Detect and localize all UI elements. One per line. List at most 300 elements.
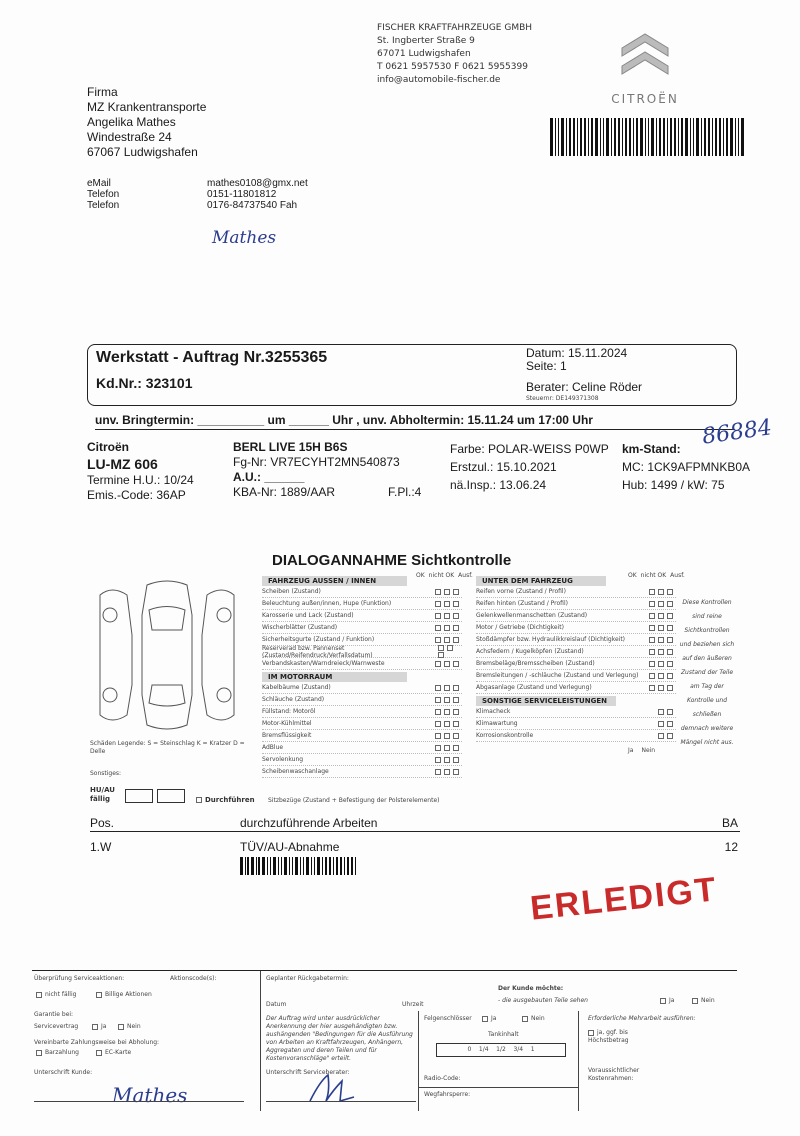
durchfuehren-label: Durchführen [205,796,255,804]
outside-checkbox[interactable] [435,661,441,667]
engine-checkbox[interactable] [453,709,459,715]
tax-number: Steuernr: DE149371308 [526,395,599,402]
engine-checkbox[interactable] [453,685,459,691]
vehicle-hu: Termine H.U.: 10/24 [87,473,194,487]
under-checkbox[interactable] [649,649,655,655]
barcode-bar [311,857,312,875]
under-item-checks [649,684,676,691]
engine-checkbox[interactable] [453,733,459,739]
service-item-checks [658,708,676,715]
barcode-bar [656,118,657,156]
other-label: Sonstiges: [90,770,122,777]
payment-label: Vereinbarte Zahlungsweise bei Abholung: [34,1039,160,1046]
under-checkbox[interactable] [658,649,664,655]
footer-divider-1 [260,971,261,1111]
barcode-bar [712,118,713,156]
barcode-bar [555,118,556,156]
ec-karte-option[interactable] [96,1049,131,1057]
hu-au-box-1[interactable] [125,789,153,803]
barcode-bar [300,857,301,875]
barcode-bar [723,118,724,156]
email-label: eMail [87,178,111,189]
dealer-phone: T 0621 5957530 F 0621 5955399 [377,62,528,72]
teile-nein-checkbox[interactable] [692,998,698,1004]
outside-checkbox[interactable] [453,625,459,631]
barcode-bar [588,118,589,156]
barcode-bar [256,857,257,875]
outside-item-label: Beleuchtung außen/innen, Hupe (Funktion) [262,600,392,607]
vehicle-next-insp: nä.Insp.: 13.06.24 [450,478,547,492]
barcode-bar [645,118,646,156]
citroen-chevron-icon [600,20,690,90]
durchfuehren-option[interactable] [196,796,255,805]
outside-item-label: Wischerblätter (Zustand) [262,624,338,631]
barcode-bar [584,118,587,156]
hu-au-box-2[interactable] [157,789,185,803]
barcode-bar [278,857,279,875]
erledigt-stamp: ERLEDIGT [528,870,720,928]
engine-checkbox[interactable] [435,697,441,703]
barcode-bar [558,118,560,156]
barcode-bar [681,118,683,156]
under-checkbox[interactable] [667,673,673,679]
customer-sign-line [34,1101,244,1102]
engine-item-checks [435,696,462,703]
billige-label: Billige Aktionen [105,991,152,998]
garantie-nein-label: Nein [127,1023,141,1030]
engine-checkbox[interactable] [444,769,450,775]
barcode-bar [306,857,309,875]
outside-checkbox[interactable] [453,589,459,595]
engine-checkbox[interactable] [435,769,441,775]
barzahlung-checkbox[interactable] [36,1050,42,1056]
geplanter-label: Geplanter Rückgabetermin: [266,975,349,982]
under-checkbox[interactable] [658,589,664,595]
billige-checkbox[interactable] [96,992,102,998]
under-checkbox[interactable] [658,673,664,679]
outside-checkbox[interactable] [447,645,453,651]
garantie-ja-option[interactable] [92,1023,106,1031]
footer-form [32,970,737,1115]
under-item-checks [649,660,676,667]
billige-option[interactable] [96,991,152,999]
vehicle-first-reg: Erstzul.: 15.10.2021 [450,460,557,474]
outside-checkbox[interactable] [453,637,459,643]
citroen-wordmark: CITROËN [611,92,679,106]
felgen-ja-option[interactable] [482,1015,496,1023]
customer-signature-bottom: Mathes [112,1083,188,1107]
service-columns [628,747,655,755]
service-checkbox[interactable] [658,733,664,739]
under-item-label: Bremsbeläge/Bremsscheiben (Zustand) [476,660,595,667]
service-signature-label: Unterschrift Serviceberater: [266,1069,350,1076]
outside-item [262,586,462,598]
engine-list [262,682,462,778]
servicevertrag-label: Servicevertrag [34,1023,79,1030]
engine-item-checks [435,768,462,775]
outside-checkbox[interactable] [444,601,450,607]
engine-checkbox[interactable] [435,733,441,739]
barcode-bar [273,857,276,875]
durchfuehren-checkbox[interactable] [196,797,202,803]
engine-checkbox[interactable] [435,721,441,727]
ec-karte-checkbox[interactable] [96,1050,102,1056]
engine-item-label: Schläuche (Zustand) [262,696,325,703]
vehicle-plate: LU-MZ 606 [87,456,158,472]
phone2-value: 0176-84737540 Fah [207,200,298,211]
uhrzeit-label: Uhrzeit [402,1001,424,1008]
under-item [476,610,676,622]
barcode-bar [333,857,334,875]
engine-checkbox[interactable] [453,745,459,751]
service-item [476,730,676,742]
outside-checkbox[interactable] [435,613,441,619]
under-checkbox[interactable] [667,685,673,691]
barcode-bar [735,118,736,156]
customer-signature-label: Unterschrift Kunde: [34,1069,93,1076]
outside-checkbox[interactable] [435,589,441,595]
engine-item [262,766,462,778]
ggf-checkbox[interactable] [588,1030,594,1036]
engine-checkbox[interactable] [453,769,459,775]
under-item-checks [649,600,676,607]
service-checkbox[interactable] [667,709,673,715]
barcode-bar [611,118,612,156]
barcode-bar [738,118,740,156]
car-outline-icon [92,575,242,735]
outside-item-checks [435,588,462,595]
engine-checkbox[interactable] [444,697,450,703]
barzahlung-label: Barzahlung [45,1049,79,1056]
felgen-nein-option[interactable] [522,1015,545,1023]
barcode-bar [270,857,272,875]
under-checkbox[interactable] [649,601,655,607]
engine-checkbox[interactable] [444,721,450,727]
teile-nein-option[interactable] [692,997,715,1005]
footer-divider-3 [578,1011,579,1111]
outside-checkbox[interactable] [444,637,450,643]
vehicle-au: A.U.: ______ [233,470,305,484]
engine-checkbox[interactable] [435,685,441,691]
under-checkbox[interactable] [658,637,664,643]
work-row [90,840,740,856]
under-item-checks [649,612,676,619]
barcode-bar [251,857,254,875]
service-actions-label: Überprüfung Serviceaktionen: [34,975,125,982]
dealer-email: info@automobile-fischer.de [377,75,501,85]
under-checkbox[interactable] [667,625,673,631]
under-checkbox[interactable] [658,625,664,631]
outside-checkbox[interactable] [453,601,459,607]
under-checkbox[interactable] [649,625,655,631]
under-checkbox[interactable] [649,613,655,619]
garantie-nein-checkbox[interactable] [118,1024,124,1030]
order-title: Werkstatt - Auftrag Nr.3255365 [96,349,328,366]
inspection-side-note: Diese Kontrollen sind reine Sichtkontrollen und beziehen sich auf den äußeren Zustand der Teile am Tag der Kontrolle und schließen demnach weitere Mängel nicht aus. [679,599,735,746]
inspection-title: DIALOGANNAHME Sichtkontrolle [272,552,512,569]
under-checkbox[interactable] [667,613,673,619]
barcode-bar [648,118,650,156]
vehicle-model: BERL LIVE 15H B6S [233,440,348,454]
barcode-bar [580,118,582,156]
col-ausf: Ausf. [458,572,473,579]
service-checkbox[interactable] [658,709,664,715]
service-section-header: SONSTIGE SERVICELEISTUNGEN [476,696,616,706]
engine-checkbox[interactable] [435,709,441,715]
barcode-bar [262,857,265,875]
barcode-bar [336,857,338,875]
service-checkbox[interactable] [658,721,664,727]
phone-label: Telefon [87,189,120,200]
barcode-bar [690,118,691,156]
barcode-bar [344,857,345,875]
service-item-label: Korrosionskontrolle [476,732,534,739]
outside-checkbox[interactable] [438,645,444,651]
dealer-city: 67071 Ludwigshafen [377,49,471,59]
nicht-faellig-checkbox[interactable] [36,992,42,998]
col-desc: durchzuführende Arbeiten [240,816,378,830]
under-checkbox[interactable] [649,661,655,667]
under-checkbox[interactable] [658,685,664,691]
outside-item [262,646,462,658]
customer-address [87,85,206,160]
outside-columns [416,572,473,580]
engine-checkbox[interactable] [453,757,459,763]
work-ba: 12 [724,840,738,854]
barcode-bar [685,118,688,156]
barcode-bar [678,118,679,156]
vehicle-kba: KBA-Nr: 1889/AAR [233,485,336,499]
outside-checkbox[interactable] [435,637,441,643]
under-item-label: Gelenkwellenmanschetten (Zustand) [476,612,588,619]
barcode-bar [292,857,294,875]
vehicle-color: Farbe: POLAR-WEISS P0WP [450,442,609,456]
barcode-bar [701,118,702,156]
col-nein: Nein [641,747,656,754]
felgenschloss-label: Felgenschlösser [424,1015,472,1022]
outside-item-checks [435,624,462,631]
outside-checkbox[interactable] [444,625,450,631]
under-item-label: Reifen hinten (Zustand / Profil) [476,600,568,607]
outside-checkbox[interactable] [453,661,459,667]
teile-ja-option[interactable] [660,997,674,1005]
under-checkbox[interactable] [667,601,673,607]
customer-line-3: Angelika Mathes [87,115,176,129]
under-checkbox[interactable] [649,637,655,643]
service-item-checks [658,720,676,727]
barcode-bar [573,118,576,156]
engine-item-label: AdBlue [262,744,284,751]
engine-section-header: IM MOTORRAUM [262,672,407,682]
felgen-nein-label: Nein [531,1015,545,1022]
engine-checkbox[interactable] [444,757,450,763]
under-checkbox[interactable] [649,673,655,679]
barcode-bar [704,118,706,156]
customer-line-5: 67067 Ludwigshafen [87,145,198,159]
km-value-handwritten: 86884 [700,415,774,450]
barcode-bar [267,857,268,875]
outside-checkbox[interactable] [453,613,459,619]
under-checkbox[interactable] [667,649,673,655]
outside-checkbox[interactable] [444,589,450,595]
engine-checkbox[interactable] [444,685,450,691]
engine-checkbox[interactable] [444,733,450,739]
citroen-logo [600,20,690,106]
engine-item-checks [435,756,462,763]
outside-item-checks [435,660,462,667]
service-item-label: Klimacheck [476,708,511,715]
barcode-bar [577,118,578,156]
outside-section-header: FAHRZEUG AUSSEN / INNEN [262,576,407,586]
barcode-bar [591,118,593,156]
barcode-bar [600,118,601,156]
engine-item-label: Kabelbäume (Zustand) [262,684,331,691]
barcode-bar [347,857,349,875]
email-value: mathes0108@gmx.net [207,178,308,189]
order-meta [526,347,627,373]
engine-item [262,742,462,754]
garantie-nein-option[interactable] [118,1023,141,1031]
service-item [476,718,676,730]
felgen-ja-label: Ja [491,1015,497,1022]
barcode-bar [719,118,722,156]
outside-checkbox[interactable] [435,625,441,631]
barcode-bar [325,857,327,875]
service-list [476,706,676,742]
teile-ja-checkbox[interactable] [660,998,666,1004]
barcode-bar [247,857,249,875]
order-date: Datum: 15.11.2024 [526,346,628,360]
barcode-bar [550,118,553,156]
outside-item-label: Sicherheitsgurte (Zustand / Funktion) [262,636,375,643]
barcode-bar [663,118,666,156]
engine-item-label: Bremsflüssigkeit [262,732,312,739]
engine-checkbox[interactable] [444,745,450,751]
barcode-bar [303,857,305,875]
barcode-bar [314,857,316,875]
barcode-bar [622,118,623,156]
barcode-bar [289,857,290,875]
ec-karte-label: EC-Karte [105,1049,132,1056]
vehicle-hub: Hub: 1499 / kW: 75 [622,478,725,492]
section-under [476,576,676,742]
barcode-bar [329,857,332,875]
under-checkbox[interactable] [658,661,664,667]
ggf-option[interactable] [588,1029,658,1045]
engine-checkbox[interactable] [453,721,459,727]
barcode-bar [561,118,564,156]
engine-item-checks [435,732,462,739]
outside-item-label: Karosserie und Lack (Zustand) [262,612,354,619]
garantie-ja-label: Ja [101,1023,107,1030]
col-ok-2: OK [628,572,637,579]
engine-item [262,718,462,730]
work-table-header [90,816,740,832]
garantie-ja-checkbox[interactable] [92,1024,98,1030]
under-item-label: Achsfedern / Kugelköpfen (Zustand) [476,648,584,655]
barcode-bar [566,118,567,156]
outside-checkbox[interactable] [444,661,450,667]
under-checkbox[interactable] [658,613,664,619]
col-ok: OK [416,572,425,579]
engine-item-checks [435,744,462,751]
barcode-bar [281,857,283,875]
barcode-bar [696,118,699,156]
under-checkbox[interactable] [649,589,655,595]
barcode-bar [651,118,654,156]
barcode-bar [284,857,287,875]
barcode-bar [629,118,632,156]
engine-item-checks [435,720,462,727]
work-pos: 1.W [90,840,112,854]
under-item-checks [649,672,676,679]
under-checkbox[interactable] [649,685,655,691]
outside-checkbox[interactable] [435,601,441,607]
vehicle-left [87,440,194,503]
service-checkbox[interactable] [667,721,673,727]
under-checkbox[interactable] [667,637,673,643]
barcode-bar [240,857,243,875]
auftrag-text: Der Auftrag wird unter ausdrücklicher Anerkennung der hier ausgehändigten bzw. aushängenden "Bedingungen für die Ausführung von Arbeiten an Kraftfahrzeugen, Anhängern, Aggregaten und deren Teilen und für Kostenvoranschläge" erteilt. [266,1015,413,1062]
section-outside [262,576,462,778]
under-checkbox[interactable] [667,589,673,595]
engine-item [262,706,462,718]
barcode-top [550,118,746,156]
outside-checkbox[interactable] [444,613,450,619]
vehicle-right-b [622,440,750,494]
under-checkbox[interactable] [667,661,673,667]
barcode-bar [355,857,356,875]
service-checkbox[interactable] [667,733,673,739]
under-item [476,670,676,682]
teile-ja-label: Ja [669,997,675,1004]
radio-code-label: Radio-Code: [424,1075,461,1082]
engine-item-label: Füllstand: Motoröl [262,708,316,715]
customer-line-4: Windestraße 24 [87,130,172,144]
phone2-label: Telefon [87,200,120,211]
barcode-work [240,857,358,875]
felgen-nein-checkbox[interactable] [522,1016,528,1022]
barzahlung-option[interactable] [36,1049,79,1057]
barcode-bar [295,857,298,875]
col-ja: Ja [628,747,634,754]
felgen-ja-checkbox[interactable] [482,1016,488,1022]
ggf-label: ja, ggf. bis Höchstbetrag [588,1029,629,1044]
service-item [476,706,676,718]
teile-nein-label: Nein [701,997,715,1004]
customer-contact [87,178,308,211]
dealer-street: St. Ingberter Straße 9 [377,36,475,46]
nicht-faellig-option[interactable] [36,991,76,999]
outside-checkbox[interactable] [438,652,444,658]
kostenrahmen-label: Voraussichtlicher Kostenrahmen: [588,1067,640,1082]
under-checkbox[interactable] [658,601,664,607]
engine-checkbox[interactable] [435,745,441,751]
barcode-bar [603,118,605,156]
engine-checkbox[interactable] [435,757,441,763]
engine-checkbox[interactable] [453,697,459,703]
outside-item-checks [435,600,462,607]
col-pos: Pos. [90,816,115,830]
engine-checkbox[interactable] [444,709,450,715]
under-item-label: Bremsleitungen / -schläuche (Zustand und Verlegung) [476,672,639,679]
under-item-label: Stoßdämpfer bzw. Hydraulikkreislauf (Dichtigkeit) [476,636,626,643]
engine-item-label: Servolenkung [262,756,304,763]
tank-scale[interactable]: 0 1/4 1/2 3/4 1 [436,1043,566,1057]
outside-item-checks [438,645,462,659]
customer-line-1: Firma [87,85,118,99]
tankinhalt-label: Tankinhalt [488,1031,519,1038]
